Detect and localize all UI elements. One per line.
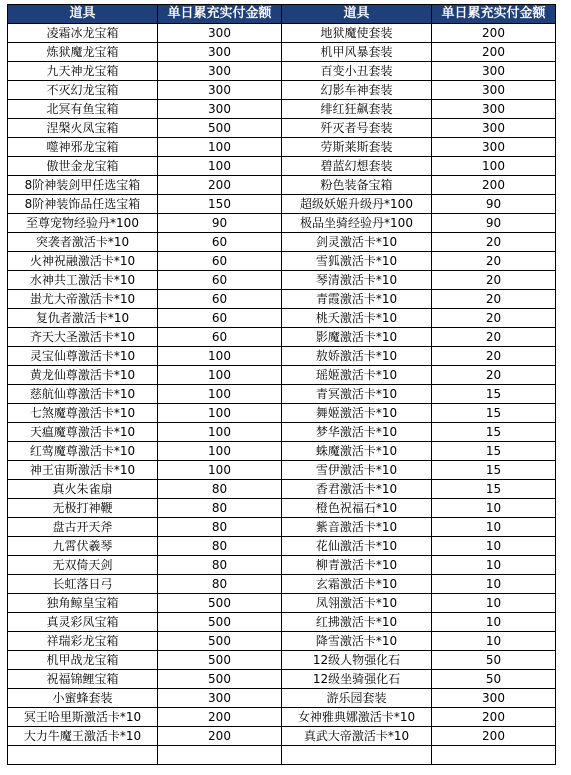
- cell-amount-left: 80: [158, 556, 282, 575]
- cell-item-right: 紫音激活卡*10: [282, 518, 432, 537]
- cell-item-left: 8阶神装剑甲任选宝箱: [8, 176, 158, 195]
- cell-amount-left: 60: [158, 271, 282, 290]
- header-amount-left: 单日累充实付金额: [158, 5, 282, 24]
- cell-item-left: 炼狱魔龙宝箱: [8, 43, 158, 62]
- cell-amount-left: 100: [158, 157, 282, 176]
- cell-item-right: 机甲风暴套装: [282, 43, 432, 62]
- cell-amount-right: 300: [432, 138, 556, 157]
- cell-item-left: 祝福锦鲤宝箱: [8, 670, 158, 689]
- cell-amount-right: 15: [432, 404, 556, 423]
- cell-amount-right: 15: [432, 480, 556, 499]
- cell-amount-right: 90: [432, 214, 556, 233]
- cell-amount-left: 200: [158, 708, 282, 727]
- table-row: [8, 81, 556, 100]
- cell-amount-right: 300: [432, 100, 556, 119]
- cell-amount-left: 60: [158, 252, 282, 271]
- cell-amount-left: 500: [158, 632, 282, 651]
- table-row: [8, 24, 556, 43]
- cell-item-left: 8阶神装饰品任选宝箱: [8, 195, 158, 214]
- cell-item-right: 百变小丑套装: [282, 62, 432, 81]
- cell-amount-left: 300: [158, 62, 282, 81]
- table-row: [8, 480, 556, 499]
- cell-item-left: 真灵彩凤宝箱: [8, 613, 158, 632]
- cell-item-right: 雪伊激活卡*10: [282, 461, 432, 480]
- cell-item-right: 青霞激活卡*10: [282, 290, 432, 309]
- cell-item-right: 红拂激活卡*10: [282, 613, 432, 632]
- cell-item-left: 涅槃火凤宝箱: [8, 119, 158, 138]
- cell-amount-left: 300: [158, 81, 282, 100]
- cell-amount-left: 150: [158, 195, 282, 214]
- cell-item-left: [8, 746, 158, 765]
- cell-amount-right: 20: [432, 366, 556, 385]
- cell-item-right: 粉色装备宝箱: [282, 176, 432, 195]
- cell-amount-right: 200: [432, 43, 556, 62]
- cell-amount-right: 10: [432, 613, 556, 632]
- cell-item-left: 九霄伏羲琴: [8, 537, 158, 556]
- cell-item-left: 突袭者激活卡*10: [8, 233, 158, 252]
- cell-amount-right: 90: [432, 195, 556, 214]
- table-row: [8, 461, 556, 480]
- table-row: [8, 347, 556, 366]
- cell-amount-left: 200: [158, 176, 282, 195]
- cell-amount-left: 300: [158, 100, 282, 119]
- cell-amount-left: 300: [158, 689, 282, 708]
- cell-item-right: [282, 746, 432, 765]
- cell-item-left: 九天神龙宝箱: [8, 62, 158, 81]
- cell-amount-left: [158, 746, 282, 765]
- cell-amount-left: 100: [158, 461, 282, 480]
- cell-item-right: 瑶姬激活卡*10: [282, 366, 432, 385]
- table-body: [8, 24, 556, 765]
- cell-item-left: 慈航仙尊激活卡*10: [8, 385, 158, 404]
- cell-item-right: 琴清激活卡*10: [282, 271, 432, 290]
- cell-amount-right: 15: [432, 385, 556, 404]
- cell-amount-left: 100: [158, 366, 282, 385]
- cell-amount-right: 200: [432, 24, 556, 43]
- cell-item-right: 玄霜激活卡*10: [282, 575, 432, 594]
- cell-item-right: 花仙激活卡*10: [282, 537, 432, 556]
- cell-amount-right: 50: [432, 651, 556, 670]
- cell-amount-left: 100: [158, 442, 282, 461]
- cell-amount-right: 200: [432, 727, 556, 746]
- cell-amount-right: 20: [432, 328, 556, 347]
- table-row: [8, 214, 556, 233]
- cell-item-right: 超级妖姬升级丹*100: [282, 195, 432, 214]
- table-row: [8, 746, 556, 765]
- table-row: [8, 195, 556, 214]
- cell-item-right: 12级坐骑强化石: [282, 670, 432, 689]
- table-row: [8, 271, 556, 290]
- cell-amount-right: 300: [432, 689, 556, 708]
- cell-amount-left: 500: [158, 670, 282, 689]
- cell-amount-right: 20: [432, 252, 556, 271]
- cell-item-right: 青冥激活卡*10: [282, 385, 432, 404]
- cell-amount-left: 100: [158, 138, 282, 157]
- cell-amount-right: 15: [432, 442, 556, 461]
- cell-amount-right: 10: [432, 537, 556, 556]
- cell-item-left: 长虹落日弓: [8, 575, 158, 594]
- cell-item-right: 女神雅典娜激活卡*10: [282, 708, 432, 727]
- cell-amount-left: 100: [158, 347, 282, 366]
- table-row: [8, 328, 556, 347]
- table-row: [8, 556, 556, 575]
- cell-item-right: 敖娇激活卡*10: [282, 347, 432, 366]
- cell-item-left: 祥瑞彩龙宝箱: [8, 632, 158, 651]
- cell-item-left: 齐天大圣激活卡*10: [8, 328, 158, 347]
- table-row: [8, 404, 556, 423]
- cell-item-right: 绯红狂飙套装: [282, 100, 432, 119]
- cell-item-right: 降雪激活卡*10: [282, 632, 432, 651]
- cell-item-left: 水神共工激活卡*10: [8, 271, 158, 290]
- table-row: [8, 632, 556, 651]
- cell-amount-right: 300: [432, 119, 556, 138]
- table-row: [8, 62, 556, 81]
- reward-table: [7, 4, 556, 765]
- cell-item-right: 12级人物强化石: [282, 651, 432, 670]
- cell-item-left: 无双倚天剑: [8, 556, 158, 575]
- cell-item-left: 蚩尤大帝激活卡*10: [8, 290, 158, 309]
- cell-amount-left: 90: [158, 214, 282, 233]
- reward-table-container: [7, 4, 556, 765]
- cell-amount-right: 10: [432, 518, 556, 537]
- table-row: [8, 119, 556, 138]
- cell-amount-right: 100: [432, 157, 556, 176]
- cell-amount-right: 300: [432, 81, 556, 100]
- table-row: [8, 366, 556, 385]
- cell-item-right: 地狱魔使套装: [282, 24, 432, 43]
- cell-amount-left: 500: [158, 119, 282, 138]
- cell-item-right: 橙色祝福石*10: [282, 499, 432, 518]
- cell-amount-right: 10: [432, 594, 556, 613]
- cell-amount-right: [432, 746, 556, 765]
- cell-item-left: 傲世金龙宝箱: [8, 157, 158, 176]
- table-row: [8, 689, 556, 708]
- table-row: [8, 727, 556, 746]
- cell-item-left: 天瘟魔尊激活卡*10: [8, 423, 158, 442]
- cell-amount-left: 500: [158, 594, 282, 613]
- cell-amount-right: 20: [432, 271, 556, 290]
- cell-amount-right: 20: [432, 233, 556, 252]
- cell-item-left: 复仇者激活卡*10: [8, 309, 158, 328]
- cell-item-right: 柳青激活卡*10: [282, 556, 432, 575]
- cell-item-left: 火神祝融激活卡*10: [8, 252, 158, 271]
- cell-item-left: 真火朱雀扇: [8, 480, 158, 499]
- cell-item-right: 舞姬激活卡*10: [282, 404, 432, 423]
- table-row: [8, 176, 556, 195]
- cell-item-right: 桃夭激活卡*10: [282, 309, 432, 328]
- cell-item-right: 歼灭者号套装: [282, 119, 432, 138]
- cell-amount-left: 100: [158, 404, 282, 423]
- cell-amount-right: 200: [432, 708, 556, 727]
- cell-item-left: 无极打神鞭: [8, 499, 158, 518]
- cell-item-right: 劳斯莱斯套装: [282, 138, 432, 157]
- table-row: [8, 309, 556, 328]
- cell-amount-right: 300: [432, 62, 556, 81]
- table-row: [8, 385, 556, 404]
- cell-item-right: 香君激活卡*10: [282, 480, 432, 499]
- cell-amount-right: 15: [432, 423, 556, 442]
- cell-amount-right: 15: [432, 461, 556, 480]
- cell-amount-left: 100: [158, 423, 282, 442]
- table-row: [8, 423, 556, 442]
- cell-amount-right: 20: [432, 309, 556, 328]
- cell-item-left: 噬神邪龙宝箱: [8, 138, 158, 157]
- cell-amount-right: 20: [432, 347, 556, 366]
- cell-item-right: 碧蓝幻想套装: [282, 157, 432, 176]
- cell-amount-left: 500: [158, 613, 282, 632]
- table-row: [8, 138, 556, 157]
- cell-item-left: 大力牛魔王激活卡*10: [8, 727, 158, 746]
- cell-item-left: 机甲战龙宝箱: [8, 651, 158, 670]
- table-row: [8, 252, 556, 271]
- cell-item-left: 北冥有鱼宝箱: [8, 100, 158, 119]
- header-amount-right: 单日累充实付金额: [432, 5, 556, 24]
- cell-amount-left: 200: [158, 727, 282, 746]
- cell-item-right: 真武大帝激活卡*10: [282, 727, 432, 746]
- cell-item-left: 七煞魔尊激活卡*10: [8, 404, 158, 423]
- cell-item-right: 幻影车神套装: [282, 81, 432, 100]
- cell-amount-left: 60: [158, 233, 282, 252]
- cell-amount-right: 50: [432, 670, 556, 689]
- cell-item-left: 黄龙仙尊激活卡*10: [8, 366, 158, 385]
- cell-item-right: 游乐园套装: [282, 689, 432, 708]
- cell-item-left: 灵宝仙尊激活卡*10: [8, 347, 158, 366]
- table-row: [8, 518, 556, 537]
- table-row: [8, 290, 556, 309]
- cell-item-left: 凌霜冰龙宝箱: [8, 24, 158, 43]
- cell-item-right: 极品坐骑经验丹*100: [282, 214, 432, 233]
- header-item-right: 道具: [282, 5, 432, 24]
- cell-amount-left: 80: [158, 499, 282, 518]
- cell-item-right: 蛛魔激活卡*10: [282, 442, 432, 461]
- table-row: [8, 594, 556, 613]
- cell-item-right: 剑灵激活卡*10: [282, 233, 432, 252]
- cell-item-left: 神王宙斯激活卡*10: [8, 461, 158, 480]
- header-row: [8, 5, 556, 24]
- cell-item-left: 盘古开天斧: [8, 518, 158, 537]
- table-row: [8, 651, 556, 670]
- cell-item-left: 至尊宠物经验丹*100: [8, 214, 158, 233]
- cell-amount-right: 10: [432, 632, 556, 651]
- cell-amount-left: 60: [158, 328, 282, 347]
- table-row: [8, 613, 556, 632]
- table-row: [8, 442, 556, 461]
- cell-amount-left: 500: [158, 651, 282, 670]
- cell-amount-left: 80: [158, 575, 282, 594]
- cell-item-right: 凤翎激活卡*10: [282, 594, 432, 613]
- cell-amount-left: 80: [158, 537, 282, 556]
- cell-amount-left: 60: [158, 309, 282, 328]
- cell-item-left: 不灭幻龙宝箱: [8, 81, 158, 100]
- cell-item-left: 独角鲸皇宝箱: [8, 594, 158, 613]
- cell-item-right: 影魔激活卡*10: [282, 328, 432, 347]
- table-row: [8, 43, 556, 62]
- table-row: [8, 708, 556, 727]
- cell-item-right: 梦华激活卡*10: [282, 423, 432, 442]
- cell-amount-left: 300: [158, 43, 282, 62]
- table-row: [8, 499, 556, 518]
- cell-item-right: 雪狐激活卡*10: [282, 252, 432, 271]
- cell-amount-left: 300: [158, 24, 282, 43]
- table-row: [8, 100, 556, 119]
- cell-amount-right: 10: [432, 575, 556, 594]
- cell-amount-right: 10: [432, 499, 556, 518]
- cell-amount-left: 100: [158, 385, 282, 404]
- table-row: [8, 233, 556, 252]
- table-row: [8, 537, 556, 556]
- cell-amount-right: 200: [432, 176, 556, 195]
- cell-item-left: 小蜜蜂套装: [8, 689, 158, 708]
- cell-item-left: 冥王哈里斯激活卡*10: [8, 708, 158, 727]
- cell-amount-left: 60: [158, 290, 282, 309]
- table-row: [8, 670, 556, 689]
- cell-amount-left: 80: [158, 518, 282, 537]
- header-item-left: 道具: [8, 5, 158, 24]
- cell-amount-right: 10: [432, 556, 556, 575]
- cell-amount-right: 20: [432, 290, 556, 309]
- table-row: [8, 575, 556, 594]
- cell-amount-left: 80: [158, 480, 282, 499]
- table-row: [8, 157, 556, 176]
- cell-item-left: 红莺魔尊激活卡*10: [8, 442, 158, 461]
